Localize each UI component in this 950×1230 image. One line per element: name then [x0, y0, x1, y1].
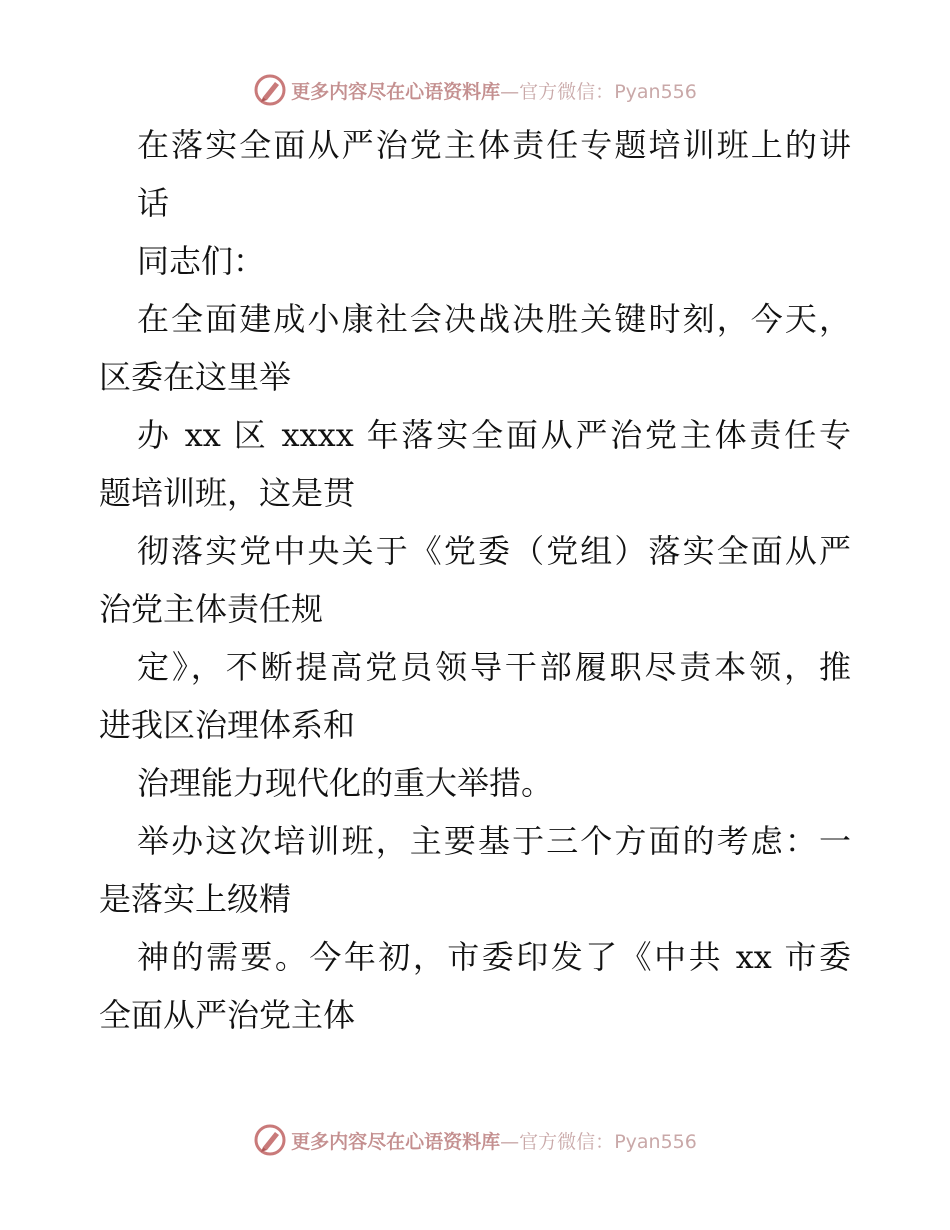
- text-line: 全面从严治党主体: [99, 996, 356, 1034]
- text-line: 在落实全面从严治党主体责任专题培训班上的讲: [137, 126, 851, 164]
- watermark-dash: —: [500, 1130, 520, 1153]
- watermark-suffix: 官方微信：: [519, 80, 615, 103]
- text-line: 彻落实党中央关于《党委（党组）落实全面从严: [137, 532, 851, 570]
- text-line: 治党主体责任规: [99, 590, 324, 628]
- text-line: 定》，不断提高党员领导干部履职尽责本领，推: [137, 648, 851, 686]
- text-line: 进我区治理体系和: [99, 706, 356, 744]
- text-line: 是落实上级精: [99, 880, 292, 918]
- watermark-text: [291, 1127, 697, 1154]
- watermark-header: [0, 72, 950, 108]
- watermark-account: Pyan556: [614, 80, 697, 103]
- watermark-brand: 更多内容尽在心语资料库: [291, 80, 501, 103]
- text-line: 神的需要。今年初，市委印发了《中共 xx 市委: [137, 938, 851, 976]
- watermark-brand: 更多内容尽在心语资料库: [291, 1130, 501, 1153]
- pen-logo-icon: [253, 1123, 287, 1157]
- watermark-footer: [0, 1122, 950, 1158]
- text-line: 区委在这里举: [99, 358, 292, 396]
- text-line: 题培训班，这是贯: [99, 474, 356, 512]
- watermark-dash: —: [500, 80, 520, 103]
- text-line: 举办这次培训班，主要基于三个方面的考虑：一: [137, 822, 851, 860]
- pen-logo-icon: [253, 73, 287, 107]
- text-line: 治理能力现代化的重大举措。: [137, 764, 554, 802]
- text-line: 办 xx 区 xxxx 年落实全面从严治党主体责任专: [137, 416, 851, 454]
- document-body: [99, 116, 859, 1044]
- watermark-account: Pyan556: [614, 1130, 697, 1153]
- watermark-suffix: 官方微信：: [519, 1130, 615, 1153]
- text-line: 在全面建成小康社会决战决胜关键时刻，今天，: [137, 300, 851, 338]
- text-line: 同志们：: [137, 242, 266, 280]
- watermark-text: [291, 77, 697, 104]
- text-line: 话: [137, 184, 170, 222]
